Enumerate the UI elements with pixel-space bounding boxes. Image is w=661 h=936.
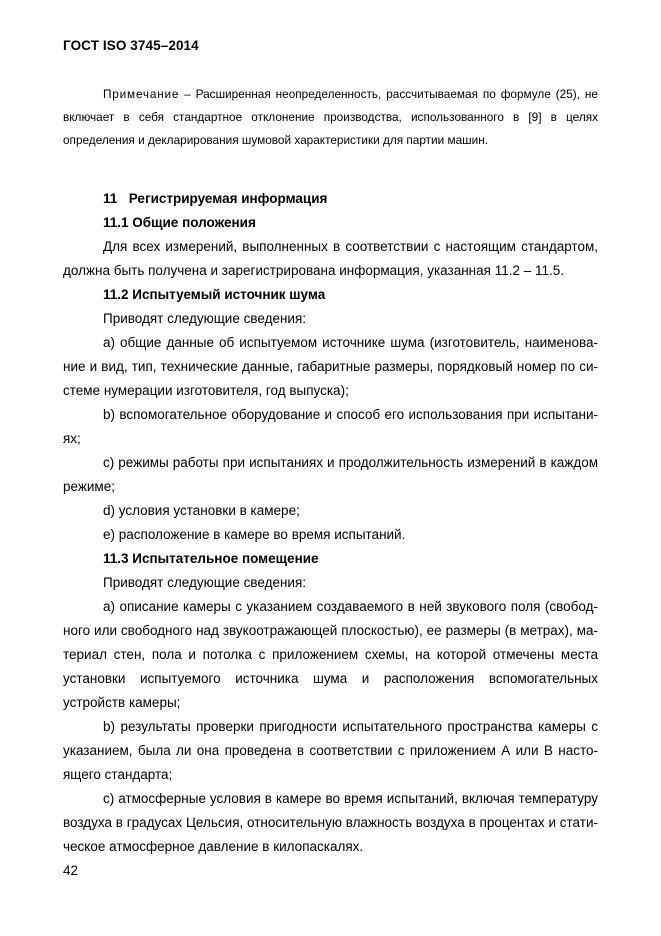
note-text: – Расширенная неопределенность, рассчитываемая по формуле (25), не включает в себя стандартное отклонение производства, использованного в [9] в целях определения и декларирования шумовой характеристики для партии машин.	[63, 87, 598, 147]
section-title-text: Регистрируемая информация	[128, 191, 328, 206]
note-label: Примечание	[103, 87, 180, 101]
list-item: a) описание камеры с указанием создаваемого в ней звукового поля (свободного или свободного над звукоотражающей плоскостью), ее размеры (в метрах), материал стен, пола и потолка с приложением схемы, на которой отмечены места установки испытуемого источника шума и расположения вспомогательных устройств камеры;	[63, 599, 598, 710]
list-item: a) общие данные об испытуемом источнике шума (изготовитель, наименование и вид, тип, технические данные, габаритные размеры, порядковый номер по системе нумерации изготовителя, год выпуска);	[63, 335, 598, 398]
list-item: c) режимы работы при испытаниях и продолжительность измерений в каждом режиме;	[63, 455, 598, 494]
list-item: b) результаты проверки пригодности испытательного пространства камеры с указанием, была ли она проведена в соответствии с приложением А или В настоящего стандарта;	[63, 719, 598, 782]
page-content	[63, 83, 598, 859]
subsection-11-2-title: 11.2 Испытуемый источник шума	[103, 287, 326, 302]
list-item: d) условия установки в камере;	[103, 503, 300, 518]
list-item: b) вспомогательное оборудование и способ его использования при испытаниях;	[63, 407, 598, 446]
section-11-title	[63, 187, 598, 211]
list-item: c) атмосферные условия в камере во время испытаний, включая температуру воздуха в градусах Цельсия, относительную влажность воздуха в процентах и статическое атмосферное давление в килопаскалях.	[63, 791, 598, 854]
list-item: e) расположение в камере во время испытаний.	[103, 527, 406, 542]
subsection-11-1-title: 11.1 Общие положения	[103, 215, 256, 230]
subsection-11-3-intro: Приводят следующие сведения:	[103, 575, 307, 590]
page-number: 42	[63, 863, 79, 878]
subsection-11-2-intro: Приводят следующие сведения:	[103, 311, 307, 326]
section-number: 11	[103, 191, 118, 206]
subsection-11-3-title: 11.3 Испытательное помещение	[103, 551, 319, 566]
subsection-11-1-text: Для всех измерений, выполненных в соответствии с настоящим стандартом, должна быть получена и зарегистрирована информация, указанная 11.2 – 11.5.	[63, 239, 598, 278]
document-header: ГОСТ ISO 3745–2014	[63, 38, 199, 53]
note-paragraph	[63, 83, 598, 152]
